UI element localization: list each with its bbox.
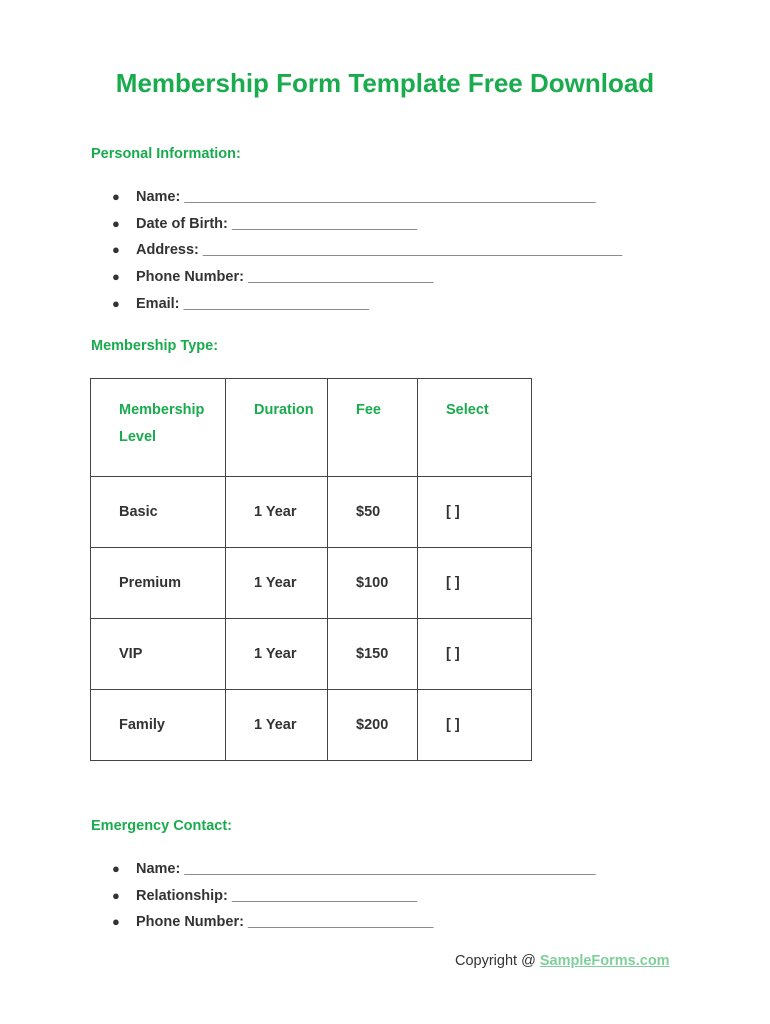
copyright-text: Copyright @: [455, 953, 540, 969]
select-checkbox-basic[interactable]: [ ]: [446, 504, 460, 520]
select-checkbox-family[interactable]: [ ]: [446, 717, 460, 733]
table-cell: [418, 477, 532, 548]
duration-value: 1 Year: [254, 646, 297, 662]
table-cell: [91, 548, 226, 619]
table-row: [91, 548, 532, 619]
field-emergency-phone[interactable]: [110, 912, 596, 939]
fee-value: $150: [356, 646, 389, 662]
field-emergency-name[interactable]: [110, 859, 596, 886]
table-cell: [226, 690, 328, 761]
bullet-icon: ●: [112, 861, 120, 876]
duration-value: 1 Year: [254, 504, 297, 520]
membership-type-heading: Membership Type:: [91, 338, 219, 354]
emergency-contact-heading: Emergency Contact:: [91, 818, 233, 834]
table-row: [91, 690, 532, 761]
emergency-contact-list: [110, 859, 596, 939]
bullet-icon: ●: [112, 215, 120, 231]
table-cell: [328, 619, 418, 690]
table-cell: [328, 690, 418, 761]
bullet-icon: ●: [112, 269, 120, 285]
duration-value: 1 Year: [254, 717, 297, 733]
table-cell: [328, 548, 418, 619]
field-email[interactable]: [110, 294, 622, 321]
select-checkbox-vip[interactable]: [ ]: [446, 646, 460, 662]
field-address[interactable]: [110, 240, 622, 267]
table-cell: [226, 548, 328, 619]
table-cell: [418, 619, 532, 690]
field-label: Email: _______________________: [136, 295, 370, 312]
bullet-icon: ●: [112, 242, 120, 258]
field-relationship[interactable]: [110, 886, 596, 913]
table-cell: [91, 690, 226, 761]
field-phone-number[interactable]: [110, 267, 622, 294]
header-cell: [226, 379, 328, 477]
header-fee: Fee: [356, 402, 381, 418]
page-title: Membership Form Template Free Download: [115, 68, 655, 98]
table-cell: [418, 548, 532, 619]
bullet-icon: ●: [112, 295, 120, 311]
level-family: Family: [119, 717, 165, 733]
level-basic: Basic: [119, 504, 158, 520]
header-cell: [328, 379, 418, 477]
table-cell: [328, 477, 418, 548]
level-premium: Premium: [119, 575, 182, 591]
table-cell: [418, 690, 532, 761]
table-cell: [91, 477, 226, 548]
header-cell: [91, 379, 226, 477]
field-label: Relationship: _______________________: [136, 887, 418, 904]
header-duration: Duration: [254, 402, 314, 418]
bullet-icon: ●: [112, 189, 120, 204]
personal-info-list: [110, 187, 622, 320]
field-label: Phone Number: _______________________: [136, 269, 434, 286]
fee-value: $200: [356, 717, 389, 733]
bullet-icon: ●: [112, 914, 120, 930]
field-name[interactable]: [110, 187, 622, 214]
bullet-icon: ●: [112, 887, 120, 903]
duration-value: 1 Year: [254, 575, 297, 591]
personal-info-heading: Personal Information:: [91, 146, 241, 162]
level-vip: VIP: [119, 646, 143, 662]
membership-table: [90, 378, 532, 761]
header-cell: [418, 379, 532, 477]
field-label: Date of Birth: _______________________: [136, 215, 418, 232]
select-checkbox-premium[interactable]: [ ]: [446, 575, 460, 591]
field-label: Address: ____________________________________________________: [136, 242, 623, 259]
fee-value: $100: [356, 575, 389, 591]
table-cell: [226, 619, 328, 690]
field-label: Phone Number: _______________________: [136, 914, 434, 931]
table-row: [91, 477, 532, 548]
field-date-of-birth[interactable]: [110, 214, 622, 241]
brand-link[interactable]: SampleForms.com: [539, 953, 670, 969]
table-cell: [91, 619, 226, 690]
field-label: Name: ___________________________________________________: [136, 189, 596, 205]
header-membership-level: Membership Level: [119, 402, 205, 445]
table-cell: [226, 477, 328, 548]
table-row: [91, 619, 532, 690]
table-header-row: [91, 379, 532, 477]
copyright-footer: [455, 953, 670, 969]
field-label: Name: ___________________________________________________: [136, 861, 596, 877]
fee-value: $50: [356, 504, 381, 520]
header-select: Select: [446, 402, 489, 418]
